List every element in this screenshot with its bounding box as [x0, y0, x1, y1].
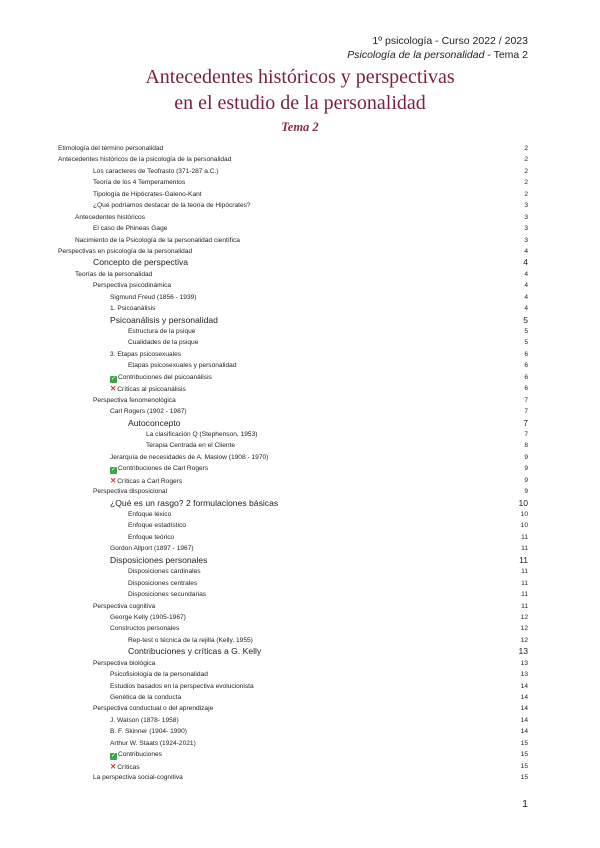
toc-entry[interactable] [58, 532, 530, 543]
course-line: 1º psicología - Curso 2022 / 2023 [372, 35, 528, 47]
toc-entry-page: 4 [524, 247, 528, 255]
toc-entry-page: 5 [524, 328, 528, 335]
toc-entry-text: Etapas psicosexuales y personalidad [128, 362, 237, 370]
toc-entry-title [110, 303, 155, 314]
toc-entry-text: Perspectiva disposicional [93, 488, 168, 496]
toc-entry-page: 6 [524, 362, 528, 370]
toc-entry-text: Enfoque estadístico [128, 522, 186, 530]
toc-entry-text: Disposiciones centrales [128, 579, 198, 587]
toc-entry-text: Arthur W. Staats (1924-2021) [110, 739, 196, 747]
toc-entry[interactable] [58, 749, 530, 760]
toc-entry-page: 7 [523, 417, 528, 428]
toc-entry[interactable] [58, 578, 530, 589]
subject-name: Psicología de la personalidad [347, 49, 485, 61]
toc-entry[interactable] [58, 406, 530, 417]
toc-entry-title [128, 566, 201, 577]
toc-entry-text: Estructura de la psique [128, 328, 196, 335]
toc-entry-title [128, 646, 261, 657]
toc-entry-text: B. F. Skinner (1904- 1990) [110, 728, 187, 736]
toc-entry-title [110, 738, 196, 749]
toc-entry[interactable] [58, 315, 530, 326]
toc-entry-title [128, 509, 171, 520]
toc-entry-text: 3. Etapas psicosexuales [110, 350, 182, 358]
toc-entry-title [128, 418, 181, 429]
toc-entry-page: 3 [524, 236, 528, 244]
toc-entry[interactable] [58, 166, 530, 177]
toc-entry-text: Críticas al psicoanálisis [117, 386, 186, 394]
toc-entry[interactable] [58, 154, 530, 165]
toc-entry-text: Disposiciones secundarias [128, 591, 207, 599]
toc-entry[interactable] [58, 703, 530, 714]
toc-entry-title [110, 612, 186, 623]
toc-entry[interactable] [58, 623, 530, 634]
toc-entry-title [93, 703, 213, 714]
toc-entry[interactable] [58, 498, 530, 509]
toc-entry-text: Psicoanálisis y personalidad [110, 314, 218, 325]
toc-entry-title [93, 395, 176, 406]
toc-entry-text: J. Watson (1878- 1958) [110, 716, 179, 724]
toc-entry-title [146, 429, 257, 440]
toc-entry[interactable] [58, 349, 530, 360]
toc-entry-page: 14 [520, 716, 528, 724]
toc-entry[interactable] [58, 372, 530, 383]
check-box-icon: ✓ [110, 467, 117, 474]
check-box-icon: ✓ [110, 753, 117, 760]
cross-mark-icon: ✕ [110, 384, 117, 394]
tema-label: - Tema 2 [484, 49, 528, 61]
toc-entry-page: 4 [524, 305, 528, 313]
check-box-icon: ✓ [110, 375, 117, 382]
toc-entry-text: Perspectiva fenomenológica [93, 396, 176, 404]
toc-entry[interactable] [58, 452, 530, 463]
toc-entry-title [128, 326, 195, 337]
toc-entry-text: Gordon Allport (1897 - 1967) [110, 545, 194, 553]
toc-entry-text: Etimología del término personalidad [58, 145, 164, 152]
toc-entry-page: 13 [520, 671, 528, 679]
toc-entry[interactable] [58, 543, 530, 554]
toc-entry-page: 12 [520, 636, 528, 644]
toc-entry[interactable] [58, 360, 530, 371]
toc-entry-title [110, 543, 194, 554]
toc-entry-text: Perspectiva conductual o del aprendizaje [93, 705, 214, 713]
toc-entry[interactable] [58, 463, 530, 474]
toc-entry-text: Concepto de perspectiva [93, 257, 189, 268]
toc-entry-title [146, 440, 235, 451]
subject-line [347, 48, 528, 62]
toc-entry[interactable] [58, 486, 530, 497]
toc-entry-page: 15 [520, 739, 528, 747]
toc-entry-page: 11 [521, 591, 528, 599]
toc-entry-page: 11 [521, 533, 528, 541]
toc-entry[interactable] [58, 440, 530, 451]
toc-entry-page: 9 [524, 465, 528, 473]
toc-entry-page: 10 [520, 511, 528, 518]
toc-entry[interactable] [58, 475, 530, 486]
toc-entry-title [128, 337, 198, 348]
toc-entry-page: 15 [520, 774, 528, 782]
toc-entry-title [110, 555, 207, 566]
toc-entry-title [93, 223, 167, 234]
toc-entry-page: 5 [523, 314, 528, 325]
toc-entry-title [93, 486, 167, 497]
toc-entry[interactable] [58, 223, 530, 234]
toc-entry-page: 10 [518, 497, 528, 508]
toc-entry-page: 14 [520, 682, 528, 690]
toc-entry-title [110, 463, 208, 474]
toc-entry[interactable] [58, 566, 530, 577]
toc-entry-page: 2 [524, 179, 528, 187]
toc-entry-title [110, 498, 278, 509]
toc-entry-text: Autoconcepto [128, 417, 181, 428]
toc-entry[interactable] [58, 280, 530, 291]
toc-entry-page: 11 [521, 545, 528, 553]
toc-entry-text: Contribuciones [118, 751, 162, 759]
toc-entry[interactable] [58, 772, 530, 783]
toc-entry-text: Antecedentes históricos de la psicología de la personalidad [58, 156, 232, 164]
toc-entry-text: Contribuciones de Carl Rogers [118, 465, 209, 473]
toc-entry-title [110, 372, 212, 383]
toc-entry-title [93, 189, 202, 200]
toc-entry-page: 8 [524, 442, 528, 450]
toc-entry-title [110, 692, 181, 703]
toc-entry-title [128, 520, 186, 531]
toc-entry-title [75, 212, 145, 223]
toc-entry[interactable] [58, 200, 530, 211]
toc-entry-title [128, 635, 253, 646]
toc-entry-title [75, 235, 240, 246]
toc-entry-page: 4 [524, 270, 528, 278]
toc-entry-page: 13 [520, 659, 528, 667]
toc-entry[interactable] [58, 612, 530, 623]
toc-entry-page: 3 [524, 202, 528, 210]
toc-entry-text: 1. Psicoanálisis [110, 305, 156, 313]
toc-entry-page: 9 [524, 476, 528, 484]
toc-entry[interactable] [58, 383, 530, 394]
toc-entry[interactable] [58, 292, 530, 303]
toc-entry-page: 14 [520, 705, 528, 713]
toc-entry-text: Estudios basados en la perspectiva evolucionista [110, 682, 254, 690]
toc-entry[interactable] [58, 212, 530, 223]
toc-entry-text: Constructos personales [110, 625, 180, 633]
toc-entry[interactable] [58, 509, 530, 520]
page-number: 1 [522, 798, 528, 810]
toc-entry-text: Rep-test o técnica de la rejilla (Kelly, 1955) [128, 636, 253, 644]
toc-entry-title [93, 601, 155, 612]
toc-entry-text: Críticas a Carl Rogers [117, 477, 183, 485]
toc-entry-text: Disposiciones personales [110, 554, 208, 565]
toc-entry-text: Enfoque teórico [128, 533, 175, 541]
toc-entry[interactable] [58, 555, 530, 566]
toc-entry-page: 3 [524, 213, 528, 221]
toc-entry-title [128, 589, 206, 600]
toc-entry-text: La clasificación Q (Stephenson, 1953) [146, 430, 258, 438]
title-line-1: Antecedentes históricos y perspectivas [145, 66, 455, 88]
toc-entry-title [110, 349, 181, 360]
toc-entry-title [110, 623, 179, 634]
toc-entry-page: 14 [520, 728, 528, 736]
cross-mark-icon: ✕ [110, 761, 117, 771]
toc-entry-text: Carl Rogers (1902 - 1987) [110, 408, 187, 416]
toc-entry-text: Cualidades de la psique [128, 339, 199, 347]
toc-entry-title [75, 269, 152, 280]
toc-entry-title [93, 200, 251, 211]
toc-entry-title [93, 772, 183, 783]
toc-entry-page: 11 [521, 579, 528, 587]
toc-entry-title [58, 154, 231, 165]
toc-entry[interactable] [58, 418, 530, 429]
toc-entry-page: 7 [524, 430, 528, 438]
toc-entry-page: 6 [524, 373, 528, 381]
toc-entry-text: ¿Qué podríamos destacar de la teoría de Hipócrates? [93, 202, 251, 210]
toc-entry[interactable] [58, 337, 530, 348]
toc-entry[interactable] [58, 646, 530, 657]
toc-entry[interactable] [58, 143, 530, 154]
toc-entry-page: 9 [524, 488, 528, 496]
toc-entry-page: 2 [524, 145, 528, 152]
toc-entry-title [93, 658, 155, 669]
title-line-2: en el estudio de la personalidad [174, 92, 426, 114]
toc-entry-text: Nacimiento de la Psicología de la personalidad científica [75, 236, 240, 244]
toc-entry[interactable] [58, 761, 530, 772]
toc-entry-title [110, 715, 179, 726]
toc-entry-page: 11 [521, 568, 528, 576]
toc-entry-text: Psicofisiología de la personalidad [110, 671, 208, 679]
toc-entry-text: La perspectiva social-cognitiva [93, 774, 183, 782]
toc-entry-text: Disposiciones cardinales [128, 568, 201, 576]
toc-entry-text: Teorías de la personalidad [75, 270, 153, 278]
toc-entry[interactable] [58, 635, 530, 646]
toc-entry-title [93, 166, 219, 177]
toc-entry-page: 11 [521, 602, 528, 610]
toc-entry-text: ¿Qué es un rasgo? 2 formulaciones básicas [110, 497, 279, 508]
toc-entry-page: 15 [520, 762, 528, 770]
toc-entry[interactable] [58, 726, 530, 737]
toc-entry-text: Genética de la conducta [110, 694, 182, 701]
toc-entry[interactable] [58, 326, 530, 337]
toc-entry-page: 11 [519, 554, 528, 565]
toc-entry-page: 15 [520, 751, 528, 759]
toc-entry-page: 6 [524, 385, 528, 393]
toc-entry[interactable] [58, 681, 530, 692]
toc-entry[interactable] [58, 601, 530, 612]
toc-entry-page: 7 [524, 396, 528, 404]
toc-entry-title [93, 280, 171, 291]
toc-entry-text: Perspectivas en psicología de la personalidad [58, 247, 193, 255]
toc-entry[interactable] [58, 658, 530, 669]
toc-entry-page: 6 [524, 350, 528, 358]
toc-entry-page: 4 [523, 257, 528, 268]
toc-entry[interactable] [58, 429, 530, 440]
toc-entry-page: 2 [524, 167, 528, 175]
toc-entry-title [110, 669, 208, 680]
toc-entry-page: 4 [524, 293, 528, 301]
document-title [0, 64, 600, 116]
toc-entry-text: Tipología de Hipócrates-Galeno-Kant [93, 190, 202, 198]
toc-entry-title [93, 177, 185, 188]
toc-entry-title [58, 143, 163, 154]
toc-entry-title [128, 532, 174, 543]
toc-entry[interactable] [58, 669, 530, 680]
toc-entry-text: Los caracteres de Teofrasto (371-287 a.C.) [93, 167, 219, 175]
toc-entry[interactable] [58, 589, 530, 600]
toc-entry-text: Jerarquía de necesidades de A. Maslow (1908 - 1970) [110, 453, 269, 461]
toc-entry-text: Teoría de los 4 Temperamentos [93, 179, 186, 187]
toc-entry-title [128, 578, 197, 589]
toc-entry-title [128, 360, 237, 371]
toc-entry-page: 12 [520, 625, 528, 633]
toc-entry[interactable] [58, 692, 530, 703]
toc-entry-text: Perspectiva cognitiva [93, 602, 156, 610]
toc-entry-page: 10 [520, 522, 528, 530]
toc-entry-page: 14 [520, 694, 528, 701]
toc-entry-text: Contribuciones y críticas a G. Kelly [128, 646, 262, 657]
page-header [347, 34, 528, 62]
toc-entry-title [110, 726, 187, 737]
toc-entry-title [110, 292, 197, 303]
toc-entry-text: El caso de Phineas Gage [93, 225, 168, 233]
toc-entry-text: Perspectiva biológica [93, 659, 156, 667]
toc-entry-text: Críticas [117, 763, 140, 771]
toc-entry-page: 12 [520, 613, 528, 621]
toc-entry-page: 5 [524, 339, 528, 347]
toc-entry[interactable] [58, 177, 530, 188]
toc-entry-text: George Kelly (1905-1967) [110, 613, 186, 621]
toc-entry[interactable] [58, 246, 530, 257]
document-subtitle: Tema 2 [281, 120, 319, 134]
toc-entry-title [58, 246, 192, 257]
toc-entry-title [110, 315, 218, 326]
cross-mark-icon: ✕ [110, 475, 117, 485]
toc-entry[interactable] [58, 235, 530, 246]
toc-entry-page: 3 [524, 225, 528, 233]
toc-entry-page: 7 [524, 408, 528, 416]
toc-entry-title [110, 452, 268, 463]
toc-entry[interactable] [58, 269, 530, 280]
toc-entry-title [110, 681, 254, 692]
toc-entry-text: Perspectiva psicodinámica [93, 282, 172, 290]
toc-entry-title [110, 749, 162, 760]
toc-entry[interactable] [58, 257, 530, 268]
toc-entry-text: Enfoque léxico [128, 511, 172, 518]
table-of-contents [58, 143, 530, 784]
toc-entry-text: Terapia Centrada en el Cliente [146, 442, 236, 450]
toc-entry[interactable] [58, 303, 530, 314]
toc-entry-page: 2 [524, 190, 528, 198]
toc-entry-page: 9 [524, 453, 528, 461]
toc-entry-page: 4 [524, 282, 528, 290]
toc-entry-page: 2 [524, 156, 528, 164]
toc-entry[interactable] [58, 520, 530, 531]
toc-entry[interactable] [58, 715, 530, 726]
toc-entry-title [93, 257, 188, 268]
toc-entry[interactable] [58, 189, 530, 200]
toc-entry-text: Antecedentes históricos [75, 213, 146, 221]
toc-entry[interactable] [58, 738, 530, 749]
toc-entry-title [110, 406, 187, 417]
toc-entry[interactable] [58, 395, 530, 406]
toc-entry-text: Sigmund Freud (1856 - 1939) [110, 293, 197, 301]
toc-entry-text: Contribuciones del psicoanálisis [118, 373, 212, 381]
toc-entry-page: 13 [518, 646, 528, 657]
